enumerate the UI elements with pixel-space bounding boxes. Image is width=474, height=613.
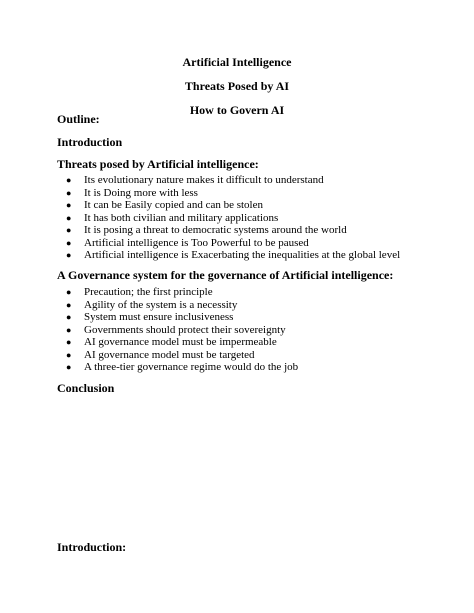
list-item-text: It can be Easily copied and can be stolen: [84, 199, 263, 211]
list-item-text: Artificial intelligence is Too Powerful to be paused: [84, 236, 309, 249]
bullet-icon: ●: [66, 324, 72, 335]
document-subtitle: Threats Posed by AI: [184, 79, 290, 93]
list-item: [66, 212, 400, 225]
bullet-icon: ●: [66, 250, 72, 260]
list-item: [66, 224, 400, 237]
list-item: [66, 174, 400, 187]
list-item: [66, 199, 400, 212]
list-item-text: It has both civilian and military applications: [84, 211, 279, 224]
bullet-icon: ●: [66, 337, 72, 347]
conclusion-heading: Conclusion: [57, 381, 115, 395]
outline-heading: Outline:: [57, 112, 100, 126]
list-item-text: It is Doing more with less: [84, 186, 198, 199]
list-item-text: Artificial intelligence is Exacerbating the inequalities at the global level: [84, 249, 401, 261]
bullet-icon: ●: [66, 312, 72, 322]
bullet-icon: ●: [66, 225, 72, 235]
list-item: [66, 237, 400, 250]
document-subtitle-secondary: How to Govern AI: [189, 103, 285, 117]
list-item: [66, 361, 298, 374]
list-item-text: It is posing a threat to democratic systems around the world: [84, 224, 347, 236]
list-item: [66, 249, 400, 262]
threats-list: [66, 174, 400, 262]
bullet-icon: ●: [66, 175, 72, 185]
governance-heading: A Governance system for the governance of Artificial intelligence:: [57, 268, 394, 282]
list-item: [66, 324, 298, 337]
document-title: Artificial Intelligence: [182, 55, 292, 69]
list-item-text: Governments should protect their sovereignty: [84, 323, 286, 336]
bullet-icon: ●: [66, 349, 72, 360]
introduction-heading: Introduction: [57, 135, 123, 149]
list-item: [66, 349, 298, 362]
list-item: [66, 336, 298, 349]
list-item: [66, 299, 298, 312]
governance-list: [66, 286, 298, 374]
list-item-text: AI governance model must be targeted: [84, 348, 255, 361]
list-item-text: Precaution; the first principle: [84, 286, 213, 298]
list-item: [66, 311, 298, 324]
bullet-icon: ●: [66, 187, 72, 198]
introduction-section-heading: Introduction:: [57, 540, 127, 554]
bullet-icon: ●: [66, 237, 72, 248]
bullet-icon: ●: [66, 287, 72, 297]
list-item-text: Its evolutionary nature makes it difficult to understand: [84, 174, 324, 186]
list-item-text: A three-tier governance regime would do the job: [84, 361, 299, 373]
bullet-icon: ●: [66, 362, 72, 372]
bullet-icon: ●: [66, 200, 72, 210]
list-item: [66, 286, 298, 299]
list-item-text: Agility of the system is a necessity: [84, 298, 238, 311]
bullet-icon: ●: [66, 212, 72, 223]
list-item-text: System must ensure inclusiveness: [84, 311, 234, 323]
list-item: [66, 187, 400, 200]
list-item-text: AI governance model must be impermeable: [84, 336, 277, 348]
bullet-icon: ●: [66, 299, 72, 310]
threats-heading: Threats posed by Artificial intelligence:: [57, 157, 259, 171]
